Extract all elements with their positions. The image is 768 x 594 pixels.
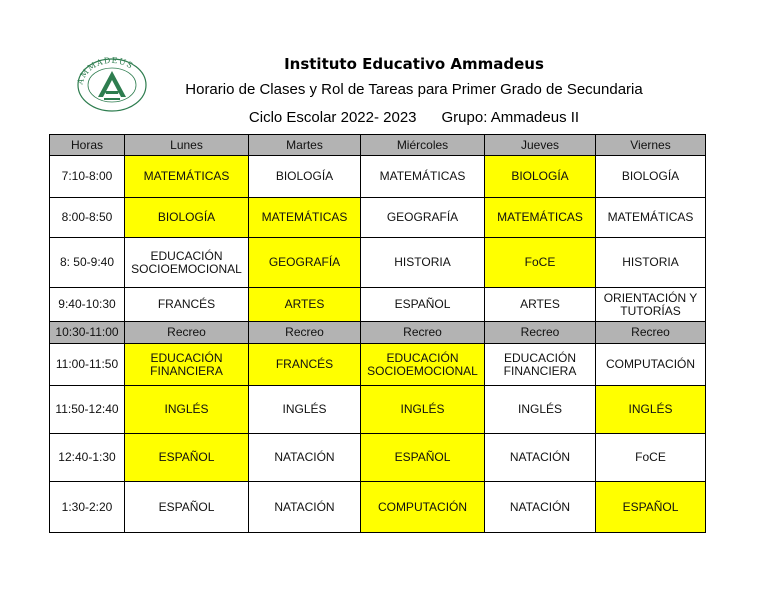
cycle-line [0, 109, 768, 126]
subject-label: HISTORIA [394, 255, 451, 269]
time-cell: 12:40-1:30 [50, 434, 125, 482]
class-cell-tuesday [249, 288, 361, 322]
class-cell-friday [596, 344, 706, 386]
table-row [50, 482, 706, 533]
subject-label: BIOLOGÍA [511, 169, 569, 183]
subject-label: INGLÉS [628, 402, 673, 416]
time-cell: 7:10-8:00 [50, 156, 125, 198]
subject-label: ESPAÑOL [622, 499, 679, 514]
class-cell-monday [125, 434, 249, 482]
table-row [50, 434, 706, 482]
subject-label: INGLÉS [517, 402, 562, 416]
col-header-monday: Lunes [125, 135, 249, 156]
subject-label: BIOLOGÍA [157, 210, 216, 224]
time-cell: 1:30-2:20 [50, 482, 125, 533]
class-cell-wednesday [361, 434, 485, 482]
subject-label: NATACIÓN [509, 499, 571, 514]
subject-label: ARTES [284, 297, 325, 311]
class-cell-monday [125, 322, 249, 344]
subject-label: FoCE [635, 450, 666, 464]
class-cell-tuesday [249, 198, 361, 238]
subject-label: MATEMÁTICAS [143, 169, 230, 183]
class-cell-thursday [485, 344, 596, 386]
schedule-subtitle: Horario de Clases y Rol de Tareas para Primer Grado de Secundaria [185, 81, 643, 98]
subject-label: NATACIÓN [509, 450, 571, 464]
time-cell: 8:00-8:50 [50, 198, 125, 238]
subject-label: COMPUTACIÓN [605, 357, 696, 371]
class-cell-wednesday [361, 344, 485, 386]
recess-row [50, 322, 706, 344]
time-cell: 11:50-12:40 [50, 386, 125, 434]
class-cell-wednesday [361, 482, 485, 533]
school-cycle: Ciclo Escolar 2022- 2023 [248, 109, 417, 126]
subject-label: MATEMÁTICAS [497, 210, 583, 224]
subject-label: BIOLOGÍA [621, 169, 680, 183]
subject-label: FoCE [524, 255, 556, 269]
table-row [50, 198, 706, 238]
class-cell-wednesday [361, 156, 485, 198]
time-cell: 9:40-10:30 [50, 288, 125, 322]
class-cell-tuesday [249, 434, 361, 482]
subject-label: Recreo [631, 325, 670, 339]
subject-label: INGLÉS [164, 402, 209, 416]
table-row [50, 288, 706, 322]
subject-label: EDUCACIÓN FINANCIERA [150, 350, 223, 378]
class-cell-tuesday [249, 344, 361, 386]
subject-label: Recreo [403, 325, 442, 339]
class-cell-wednesday [361, 288, 485, 322]
class-cell-monday [125, 238, 249, 288]
class-cell-tuesday [249, 238, 361, 288]
time-cell: 8: 50-9:40 [50, 238, 125, 288]
col-header-wednesday: Miércoles [361, 135, 485, 156]
schedule-body [50, 156, 706, 533]
subject-label: Recreo [285, 325, 324, 339]
subject-label: ESPAÑOL [394, 297, 451, 311]
class-cell-friday [596, 156, 706, 198]
subject-label: MATEMÁTICAS [379, 169, 466, 183]
table-row [50, 238, 706, 288]
subject-label: NATACIÓN [274, 499, 335, 514]
subject-label: FRANCÉS [157, 297, 216, 311]
class-cell-thursday [485, 434, 596, 482]
subject-label: INGLÉS [282, 402, 327, 416]
subject-label: MATEMÁTICAS [261, 210, 348, 224]
table-row [50, 386, 706, 434]
institute-title: Instituto Educativo Ammadeus [284, 55, 544, 73]
col-header-friday: Viernes [596, 135, 706, 156]
class-cell-friday [596, 322, 706, 344]
class-cell-thursday [485, 288, 596, 322]
col-header-tuesday: Martes [249, 135, 361, 156]
class-cell-monday [125, 482, 249, 533]
table-row [50, 344, 706, 386]
class-cell-monday [125, 288, 249, 322]
class-cell-wednesday [361, 322, 485, 344]
class-cell-tuesday [249, 482, 361, 533]
class-cell-friday [596, 434, 706, 482]
class-cell-friday [596, 238, 706, 288]
class-cell-tuesday [249, 322, 361, 344]
logo-text: AMMADEUS [75, 55, 136, 86]
class-cell-tuesday [249, 156, 361, 198]
subject-label: NATACIÓN [274, 450, 335, 464]
class-cell-friday [596, 482, 706, 533]
subject-label: COMPUTACIÓN [377, 499, 468, 514]
class-cell-thursday [485, 238, 596, 288]
class-cell-monday [125, 344, 249, 386]
col-header-hours: Horas [50, 135, 125, 156]
class-cell-thursday [485, 198, 596, 238]
subject-label: ESPAÑOL [158, 450, 215, 464]
subject-label: BIOLOGÍA [275, 169, 334, 183]
time-cell: 10:30-11:00 [50, 322, 125, 344]
class-cell-friday [596, 386, 706, 434]
class-cell-wednesday [361, 386, 485, 434]
subject-label: ORIENTACIÓN Y TUTORÍAS [603, 290, 698, 318]
class-cell-thursday [485, 156, 596, 198]
header-row [50, 135, 706, 156]
subject-label: ARTES [520, 297, 560, 311]
time-cell: 11:00-11:50 [50, 344, 125, 386]
subject-label: GEOGRAFÍA [386, 210, 459, 224]
class-cell-thursday [485, 386, 596, 434]
group-name: Grupo: Ammadeus II [441, 109, 580, 126]
class-cell-wednesday [361, 238, 485, 288]
class-cell-thursday [485, 482, 596, 533]
col-header-thursday: Jueves [485, 135, 596, 156]
subject-label: ESPAÑOL [158, 499, 215, 514]
subject-label: MATEMÁTICAS [607, 210, 694, 224]
class-cell-monday [125, 386, 249, 434]
class-cell-wednesday [361, 198, 485, 238]
class-cell-tuesday [249, 386, 361, 434]
class-cell-thursday [485, 322, 596, 344]
subject-label: GEOGRAFÍA [268, 255, 341, 269]
class-cell-monday [125, 156, 249, 198]
class-cell-monday [125, 198, 249, 238]
subject-label: EDUCACIÓN SOCIOEMOCIONAL [131, 248, 242, 276]
subject-label: FRANCÉS [275, 357, 334, 371]
subject-label: INGLÉS [400, 402, 445, 416]
subject-label: Recreo [520, 325, 560, 339]
class-cell-friday [596, 198, 706, 238]
subject-label: EDUCACIÓN FINANCIERA [503, 350, 577, 378]
subject-label: Recreo [167, 325, 206, 339]
subject-label: EDUCACIÓN SOCIOEMOCIONAL [367, 350, 478, 378]
schedule-table [49, 134, 706, 533]
subject-label: ESPAÑOL [394, 450, 451, 464]
class-cell-friday [596, 288, 706, 322]
subject-label: HISTORIA [622, 255, 679, 269]
table-row [50, 156, 706, 198]
